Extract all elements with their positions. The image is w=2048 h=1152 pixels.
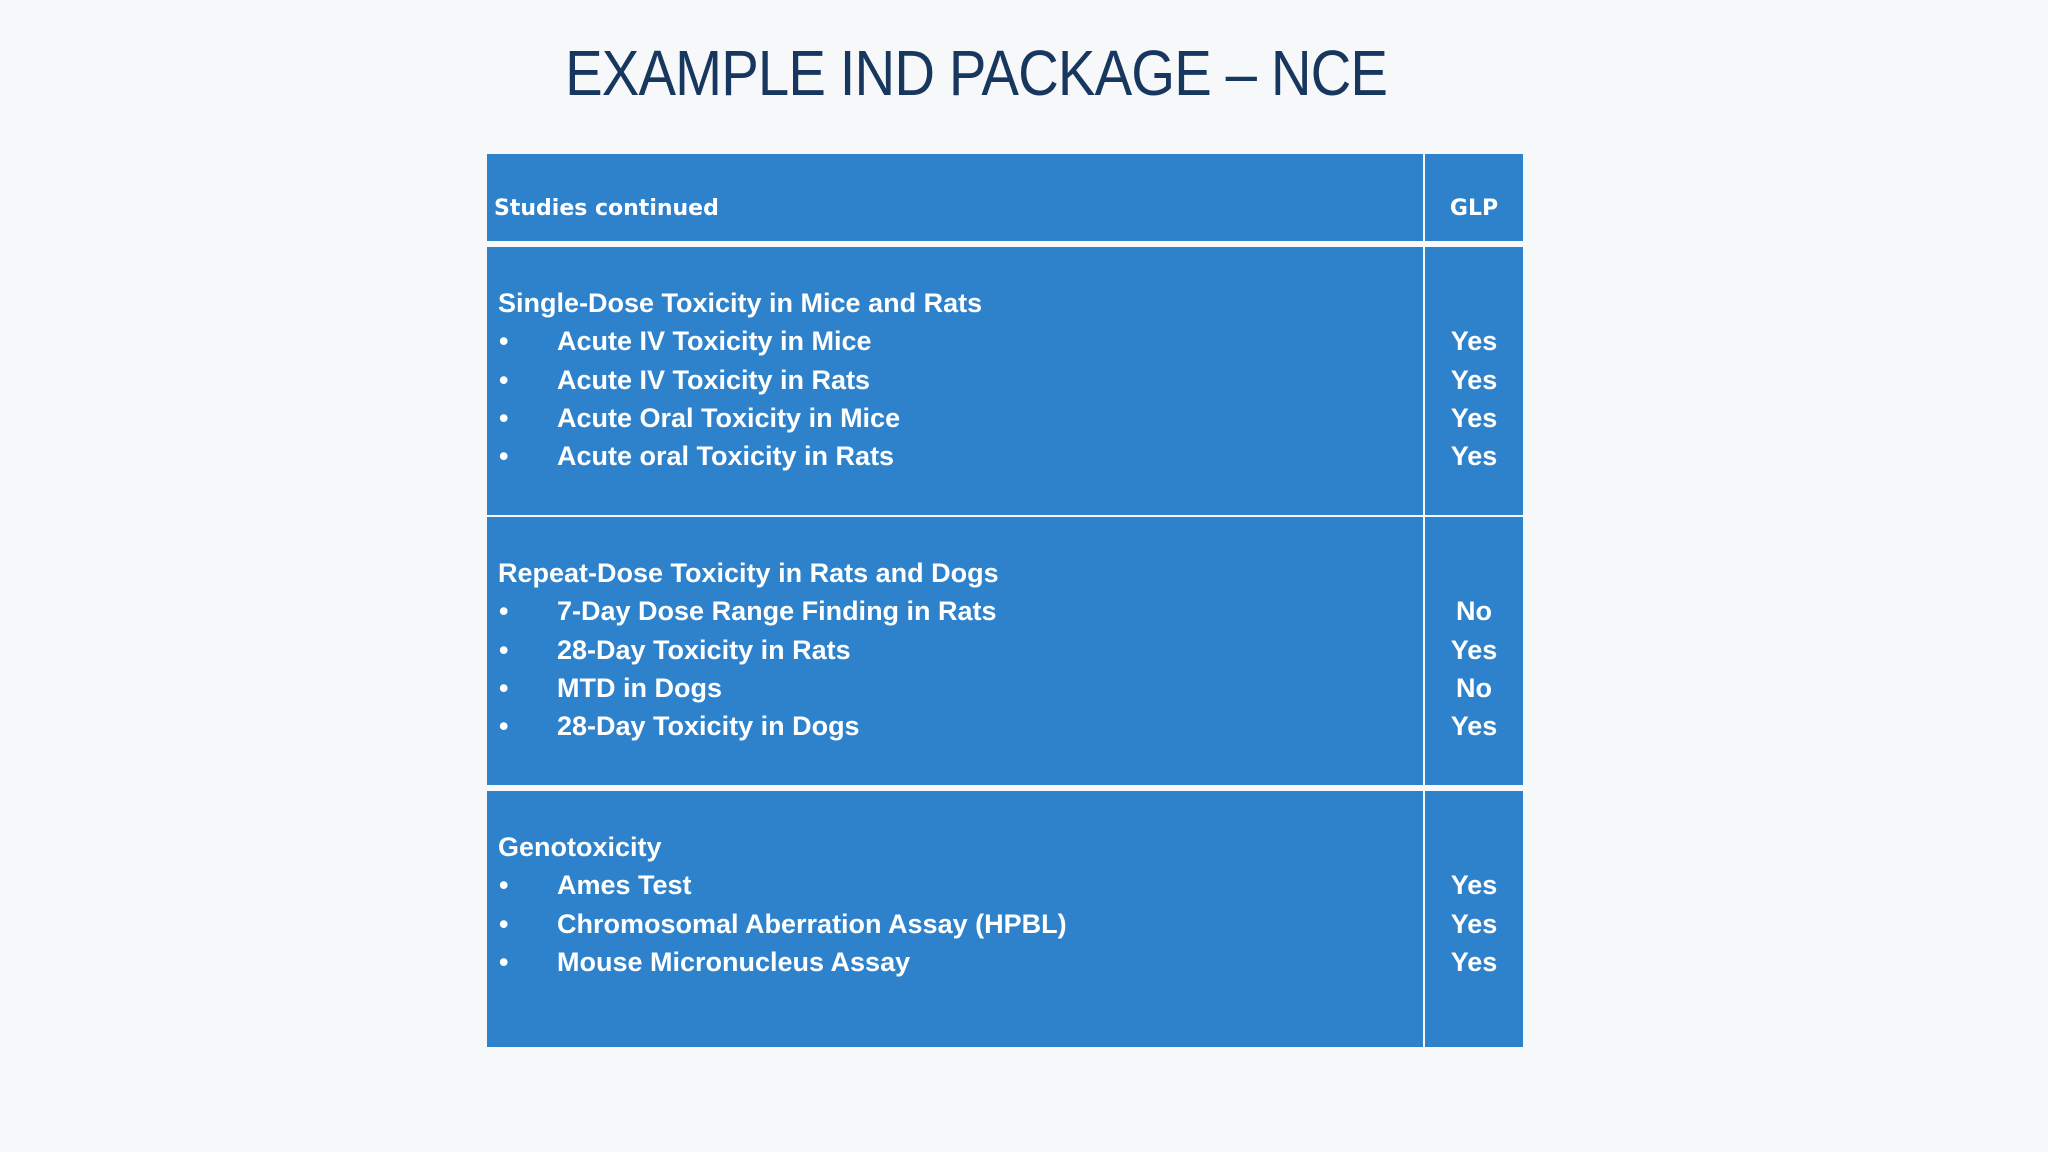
- study-name: 7-Day Dose Range Finding in Rats: [557, 596, 997, 627]
- study-name: Acute IV Toxicity in Rats: [557, 364, 871, 395]
- study-name: 28-Day Toxicity in Dogs: [557, 711, 860, 742]
- glp-value: Yes: [1450, 946, 1498, 977]
- section-studies-cell: [487, 517, 1423, 785]
- glp-value: Yes: [1450, 870, 1498, 901]
- bullet-icon: •: [499, 326, 509, 357]
- glp-value: No: [1456, 596, 1492, 627]
- section-glp-cell: [1425, 517, 1523, 785]
- study-name: Acute Oral Toxicity in Mice: [557, 402, 901, 433]
- section-heading: Genotoxicity: [498, 832, 662, 862]
- study-name: Acute IV Toxicity in Mice: [557, 326, 872, 357]
- studies-table: [487, 154, 1523, 1047]
- bullet-icon: •: [499, 402, 509, 433]
- study-name: MTD in Dogs: [557, 672, 722, 703]
- list-item: [498, 669, 1423, 707]
- section-heading: Repeat-Dose Toxicity in Rats and Dogs: [498, 558, 999, 588]
- study-name: Ames Test: [557, 870, 692, 901]
- bullet-icon: •: [499, 672, 509, 703]
- glp-value: Yes: [1450, 634, 1498, 665]
- study-name: Chromosomal Aberration Assay (HPBL): [557, 908, 1067, 939]
- section-glp-cell: [1425, 791, 1523, 1047]
- glp-value: Yes: [1450, 908, 1498, 939]
- section-single-dose: [487, 247, 1523, 515]
- list-item: [498, 399, 1423, 437]
- bullet-icon: •: [499, 364, 509, 395]
- glp-value: Yes: [1450, 364, 1498, 395]
- table-header-row: [487, 154, 1523, 241]
- study-name: Mouse Micronucleus Assay: [557, 946, 911, 977]
- bullet-icon: •: [499, 870, 509, 901]
- list-item: [498, 592, 1423, 630]
- list-item: [498, 361, 1423, 399]
- list-item: [498, 707, 1423, 745]
- glp-value: Yes: [1450, 402, 1498, 433]
- list-item: [498, 437, 1423, 475]
- section-studies-cell: [487, 791, 1423, 1047]
- bullet-icon: •: [499, 441, 509, 472]
- section-repeat-dose: [487, 517, 1523, 785]
- list-item: [498, 943, 1423, 981]
- study-name: Acute oral Toxicity in Rats: [557, 441, 895, 472]
- study-name: 28-Day Toxicity in Rats: [557, 634, 851, 665]
- bullet-icon: •: [499, 596, 509, 627]
- list-item: [498, 631, 1423, 669]
- list-item: [498, 905, 1423, 943]
- bullet-icon: •: [499, 946, 509, 977]
- list-item: [498, 322, 1423, 360]
- glp-value: Yes: [1450, 711, 1498, 742]
- glp-value: Yes: [1450, 326, 1498, 357]
- glp-value: No: [1456, 672, 1492, 703]
- section-studies-cell: [487, 247, 1423, 515]
- section-glp-cell: [1425, 247, 1523, 515]
- bullet-icon: •: [499, 908, 509, 939]
- glp-value: Yes: [1450, 441, 1498, 472]
- bullet-icon: •: [499, 711, 509, 742]
- header-glp: GLP: [1425, 154, 1523, 241]
- section-genotoxicity: [487, 791, 1523, 1047]
- section-heading: Single-Dose Toxicity in Mice and Rats: [498, 288, 983, 318]
- header-studies: Studies continued: [487, 154, 1423, 241]
- bullet-icon: •: [499, 634, 509, 665]
- list-item: [498, 866, 1423, 904]
- slide-title: EXAMPLE IND PACKAGE – NCE: [565, 37, 1388, 109]
